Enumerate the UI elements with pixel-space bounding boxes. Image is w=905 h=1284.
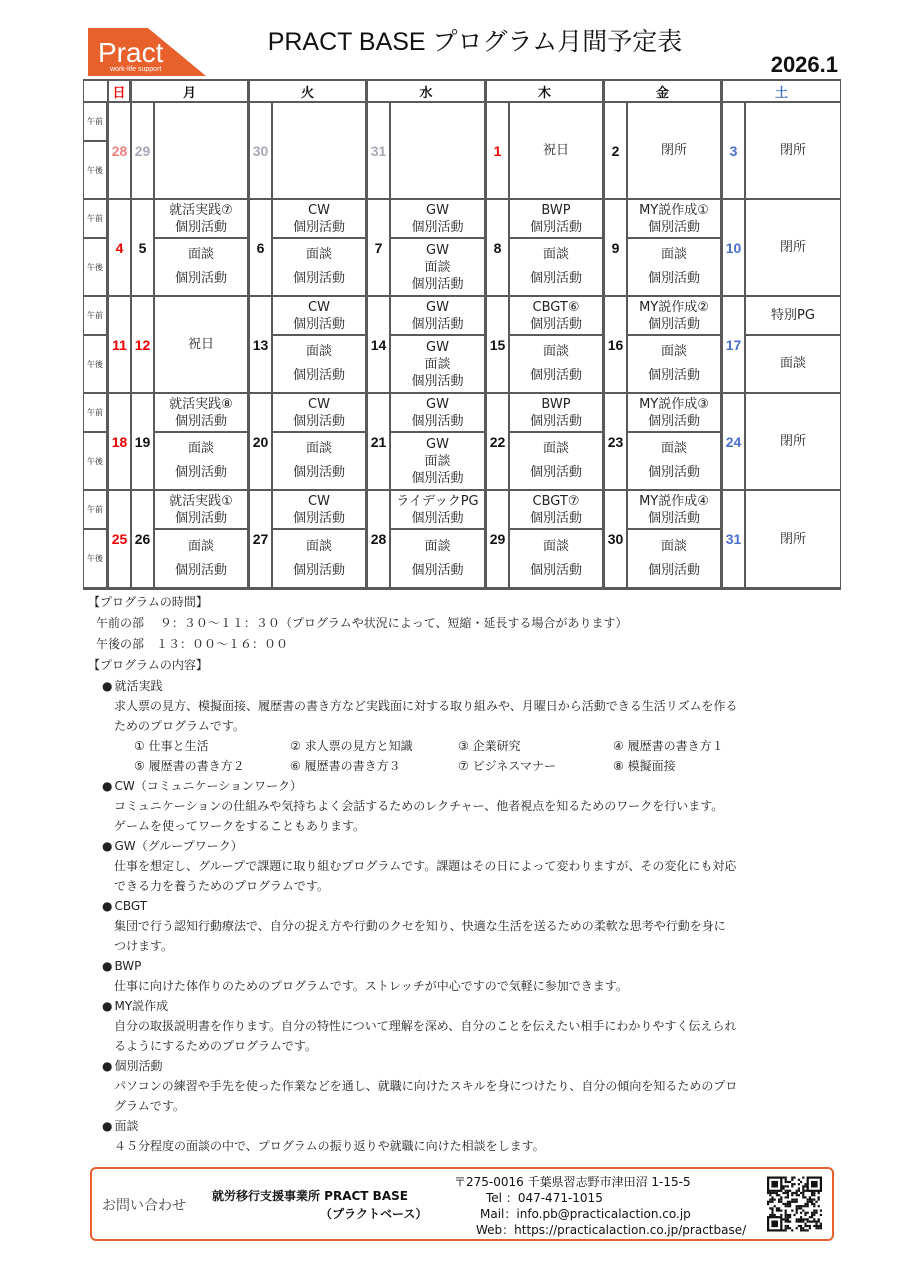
weekday-label: 水	[419, 85, 433, 101]
session-item: ④ 履歴書の書き方１	[613, 739, 724, 753]
pm-label-cell	[84, 142, 106, 198]
schedule-am-tue	[273, 394, 365, 431]
schedule-am-thu	[510, 491, 602, 528]
program-name: 面談	[779, 356, 806, 371]
weekday-label: 土	[774, 85, 788, 101]
program-name: 個別活動	[529, 465, 582, 480]
program-name: 個別活動	[411, 562, 464, 578]
program-name: 個別活動	[174, 271, 227, 286]
day-number-cell	[109, 297, 130, 392]
program-name: 個別活動	[411, 219, 464, 235]
program-name: 個別活動	[647, 465, 700, 480]
schedule-cell-mon	[155, 297, 247, 392]
program-name: GW	[426, 339, 449, 355]
day-number-cell	[132, 297, 153, 392]
schedule-am-sat	[746, 297, 840, 334]
day-number: 15	[489, 336, 506, 353]
am-label-cell	[84, 200, 106, 237]
schedule-pm-fri	[628, 433, 720, 489]
day-number-cell	[250, 394, 271, 489]
schedule-pm-fri	[628, 530, 720, 587]
schedule-pm-tue	[273, 530, 365, 587]
program-name: 個別活動	[647, 271, 700, 286]
program-name: 個別活動	[292, 368, 345, 383]
schedule-am-tue	[273, 297, 365, 334]
day-number: 5	[138, 239, 147, 256]
address: 〒275-0016 千葉県習志野市津田沼 1-15-5	[454, 1175, 691, 1189]
program-name: 個別活動	[529, 510, 582, 526]
day-number: 16	[607, 336, 624, 353]
program-name: 就活実践⑦	[169, 202, 233, 218]
program-bullet: ● CW（コミュニケーションワーク）	[88, 776, 788, 796]
program-description: ゲームを使ってワークをすることもあります。	[114, 819, 366, 833]
program-name: 個別活動	[292, 510, 345, 526]
day-number: 31	[725, 531, 742, 547]
day-number-cell	[250, 297, 271, 392]
program-description: 自分の取扱説明書を作ります。自分の特性について理解を深め、自分のことを伝えたい相手にわかりやすく伝えられ	[114, 1019, 737, 1033]
program-name: MY説作成②	[639, 299, 709, 315]
day-number-cell	[109, 394, 130, 489]
day-number-cell	[605, 103, 626, 198]
schedule-cell-mon	[155, 103, 247, 198]
schedule-am-mon	[155, 200, 247, 237]
schedule-am-thu	[510, 297, 602, 334]
session-list-row	[88, 736, 788, 756]
mail-link[interactable]: Mail：info.pb@practicalaction.co.jp	[480, 1207, 691, 1221]
program-name: 個別活動	[411, 373, 464, 389]
day-number: 3	[729, 142, 738, 159]
program-name: 面談	[305, 344, 332, 359]
day-number-cell	[132, 103, 153, 198]
schedule-text: 閉所	[660, 143, 687, 158]
schedule-pm-wed	[391, 433, 484, 489]
program-name: 特別PG	[771, 308, 815, 323]
program-name: GW	[426, 436, 449, 452]
day-number-cell	[368, 394, 389, 489]
day-number: 6	[256, 239, 265, 256]
program-description: ４５分程度の面談の中で、プログラムの振り返りや就職に向けた相談をします。	[114, 1139, 545, 1153]
day-number-cell	[368, 103, 389, 198]
day-number: 9	[611, 239, 620, 256]
day-number: 18	[111, 433, 128, 450]
day-number-cell	[723, 200, 744, 295]
program-description: るようにするためのプログラムです。	[114, 1039, 317, 1053]
program-name: 面談	[187, 538, 214, 554]
program-bullet: ● 個別活動	[88, 1056, 788, 1076]
weekday-label: 木	[537, 85, 551, 101]
program-name: GW	[426, 396, 449, 412]
pm-label-cell	[84, 433, 106, 489]
day-number-cell	[723, 491, 744, 587]
web-link[interactable]: Web：https://practicalaction.co.jp/practbase/	[476, 1223, 747, 1237]
schedule-pm-fri	[628, 239, 720, 295]
am-label-cell	[84, 297, 106, 334]
calendar-grid	[83, 79, 841, 590]
schedule-cell-sat	[746, 103, 840, 198]
program-name: 個別活動	[411, 316, 464, 332]
program-name: 面談	[660, 247, 687, 262]
schedule-am-thu	[510, 200, 602, 237]
session-list-row	[88, 756, 788, 776]
schedule-am-fri	[628, 491, 720, 528]
program-name: 面談	[424, 259, 451, 275]
program-name: 面談	[542, 344, 569, 359]
program-name: 個別活動	[411, 276, 464, 292]
session-item: ⑦ ビジネスマナー	[458, 759, 556, 773]
program-name: 個別活動	[411, 510, 464, 526]
weekday-header-sat	[723, 81, 840, 101]
program-name: 個別活動	[292, 219, 345, 235]
org-name-kana: （プラクトベース）	[320, 1207, 428, 1221]
day-number-cell	[487, 394, 508, 489]
schedule-pm-thu	[510, 239, 602, 295]
am-label-cell	[84, 491, 106, 528]
schedule-text: 閉所	[779, 143, 806, 158]
program-name: 面談	[660, 344, 687, 359]
schedule-text: 閉所	[779, 240, 806, 255]
program-description: つけます。	[114, 939, 174, 953]
day-number-cell	[723, 394, 744, 489]
day-number: 14	[370, 336, 387, 353]
schedule-am-thu	[510, 394, 602, 431]
schedule-pm-wed	[391, 530, 484, 587]
program-description: できる力を養うためのプログラムです。	[114, 879, 329, 893]
program-description: 集団で行う認知行動療法で、自分の捉え方や行動のクセを知り、快適な生活を送るための柔軟な思考や行動を身に	[114, 919, 726, 933]
schedule-pm-tue	[273, 336, 365, 392]
program-name: 個別活動	[647, 368, 700, 383]
program-name: CW	[308, 202, 330, 218]
program-name: BWP	[541, 396, 571, 412]
schedule-pm-mon	[155, 433, 247, 489]
day-number: 7	[374, 239, 383, 256]
schedule-pm-thu	[510, 530, 602, 587]
schedule-am-tue	[273, 491, 365, 528]
day-number: 30	[252, 142, 269, 159]
day-number: 30	[607, 531, 624, 547]
day-number-cell	[487, 297, 508, 392]
schedule-cell-wed	[391, 103, 484, 198]
program-name: 個別活動	[292, 271, 345, 286]
schedule-pm-tue	[273, 433, 365, 489]
day-number: 31	[370, 142, 387, 159]
schedule-cell-thu	[510, 103, 602, 198]
day-number-cell	[487, 200, 508, 295]
schedule-am-mon	[155, 491, 247, 528]
program-name: 面談	[424, 538, 451, 554]
day-number-cell	[109, 103, 130, 198]
day-number-cell	[605, 200, 626, 295]
session-item: ⑤ 履歴書の書き方２	[134, 759, 245, 773]
am-label: 午前	[87, 408, 103, 417]
page-title: PRACT BASE プログラム月間予定表	[267, 28, 683, 56]
day-number: 28	[370, 531, 387, 547]
program-bullet: ● CBGT	[88, 896, 788, 916]
program-name: 面談	[542, 247, 569, 262]
day-number: 12	[134, 336, 151, 353]
day-number-cell	[109, 200, 130, 295]
program-name: 就活実践⑧	[169, 396, 233, 412]
program-name: 個別活動	[529, 271, 582, 286]
am-label: 午前	[87, 117, 103, 126]
schedule-cell-sat	[746, 200, 840, 295]
schedule-pm-wed	[391, 239, 484, 295]
pm-label: 午後	[87, 456, 103, 466]
day-number: 17	[725, 336, 742, 353]
day-number: 2	[611, 142, 620, 159]
schedule-text: 祝日	[542, 143, 569, 158]
program-description: グラムです。	[114, 1099, 185, 1113]
schedule-text: 閉所	[779, 531, 806, 547]
day-number: 27	[252, 531, 269, 547]
program-name: 個別活動	[411, 470, 464, 486]
day-number-cell	[605, 297, 626, 392]
program-name: CW	[308, 396, 330, 412]
day-number: 26	[134, 531, 151, 547]
program-name: GW	[426, 299, 449, 315]
program-name: 個別活動	[647, 316, 700, 332]
schedule-am-mon	[155, 394, 247, 431]
am-label-cell	[84, 103, 106, 140]
logo-subtitle: work-life support	[110, 66, 162, 73]
program-name: 面談	[187, 441, 214, 456]
program-list	[88, 676, 788, 1156]
pm-label: 午後	[87, 262, 103, 272]
day-number: 25	[111, 531, 128, 547]
am-label-cell	[84, 394, 106, 431]
schedule-am-fri	[628, 394, 720, 431]
program-description: 求人票の見方、模擬面接、履歴書の書き方など実践面に対する取り組みや、月曜日から活動できる生活リズムを作る	[114, 699, 738, 713]
day-number: 19	[134, 433, 151, 450]
program-name: 個別活動	[529, 562, 582, 578]
schedule-pm-sat	[746, 336, 840, 392]
day-number-cell	[723, 297, 744, 392]
program-bullet: ● MY説作成	[88, 996, 788, 1016]
program-description: 仕事に向けた体作りのためのプログラムです。ストレッチが中心ですので気軽に参加できます。	[114, 979, 628, 993]
day-number: 22	[489, 433, 506, 450]
contact-box	[90, 1167, 834, 1241]
program-name: GW	[426, 242, 449, 258]
day-number-cell	[132, 394, 153, 489]
program-name: 個別活動	[529, 368, 582, 383]
day-number: 24	[725, 433, 742, 450]
tel-link[interactable]: Tel ：047-471-1015	[486, 1191, 603, 1205]
program-name: ライデックPG	[396, 493, 479, 509]
day-number-cell	[368, 297, 389, 392]
pm-label: 午後	[87, 165, 103, 175]
schedule-pm-tue	[273, 239, 365, 295]
schedule-am-fri	[628, 200, 720, 237]
program-name: 面談	[424, 453, 451, 469]
program-name: 面談	[305, 538, 332, 554]
day-number: 20	[252, 433, 269, 450]
session-item: ① 仕事と生活	[134, 739, 209, 753]
weekday-label: 日	[112, 85, 126, 101]
weekday-label: 金	[655, 85, 669, 101]
program-name: 個別活動	[647, 510, 700, 526]
header-corner	[84, 81, 107, 101]
schedule-am-wed	[391, 394, 484, 431]
program-description: 仕事を想定し、グループで課題に取り組むプログラムです。課題はその日によって変わりますが、その変化にも対応	[114, 859, 737, 873]
day-number-cell	[487, 491, 508, 587]
pm-label-cell	[84, 530, 106, 587]
schedule-am-wed	[391, 491, 484, 528]
day-number-cell	[368, 200, 389, 295]
schedule-pm-mon	[155, 530, 247, 587]
pract-logo	[88, 28, 206, 76]
am-label: 午前	[87, 214, 103, 223]
program-bullet: ● GW（グループワーク）	[88, 836, 788, 856]
schedule-pm-thu	[510, 336, 602, 392]
program-name: 個別活動	[174, 413, 227, 429]
day-number-cell	[605, 491, 626, 587]
pm-time: 午後の部 １３：００～１６：００	[96, 637, 289, 651]
contact-details	[454, 1174, 746, 1238]
program-name: MY説作成④	[639, 493, 709, 509]
program-description: コミュニケーションの仕組みや気持ちよく会話するためのレクチャー、他者視点を知るためのワークを行います。	[114, 799, 724, 813]
schedule-text: 祝日	[187, 337, 214, 352]
schedule-cell-sat	[746, 394, 840, 489]
day-number-cell	[109, 491, 130, 587]
day-number: 13	[252, 336, 269, 353]
program-name: 面談	[660, 538, 687, 554]
program-bullet: ● 面談	[88, 1116, 788, 1136]
program-name: MY説作成③	[639, 396, 709, 412]
weekday-header-fri	[605, 81, 720, 101]
day-number: 29	[489, 531, 506, 547]
program-name: 面談	[660, 441, 687, 456]
am-label: 午前	[87, 311, 103, 320]
weekday-header-sun	[109, 81, 129, 101]
program-name: 個別活動	[174, 562, 227, 578]
schedule-cell-tue	[273, 103, 365, 198]
day-number: 1	[493, 142, 502, 159]
program-name: BWP	[541, 202, 571, 218]
program-name: 個別活動	[174, 219, 227, 235]
schedule-pm-mon	[155, 239, 247, 295]
day-number-cell	[132, 491, 153, 587]
session-item: ⑧ 模擬面接	[613, 759, 676, 773]
day-number-cell	[487, 103, 508, 198]
day-number: 4	[115, 239, 124, 256]
am-time: 午前の部 ９：３０～１１：３０（プログラムや状況によって、短縮・延長する場合があります）	[96, 616, 628, 630]
program-name: 面談	[305, 441, 332, 456]
schedule-am-wed	[391, 200, 484, 237]
program-name: 面談	[305, 247, 332, 262]
program-name: CW	[308, 299, 330, 315]
schedule-cell-fri	[628, 103, 720, 198]
time-heading: 【プログラムの時間】	[88, 595, 208, 609]
weekday-label: 火	[300, 85, 314, 101]
program-description: パソコンの練習や手先を使った作業などを通し、就職に向けたスキルを身につけたり、自分の傾向を知るためのプロ	[114, 1079, 738, 1093]
day-number: 28	[111, 142, 128, 159]
program-name: 面談	[187, 247, 214, 262]
program-name: 個別活動	[292, 465, 345, 480]
program-name: 個別活動	[529, 413, 582, 429]
program-name: MY説作成①	[639, 202, 709, 218]
qr-code-icon[interactable]	[767, 1176, 822, 1232]
program-name: CW	[308, 493, 330, 509]
weekday-label: 月	[182, 85, 196, 101]
program-name: 個別活動	[292, 413, 345, 429]
program-bullet: ● BWP	[88, 956, 788, 976]
schedule-cell-sat	[746, 491, 840, 587]
day-number-cell	[250, 200, 271, 295]
day-number-cell	[605, 394, 626, 489]
day-number: 8	[493, 239, 502, 256]
day-number-cell	[368, 491, 389, 587]
program-name: 就活実践①	[169, 493, 233, 509]
pm-label: 午後	[87, 554, 103, 563]
weekday-header-wed	[368, 81, 484, 101]
schedule-am-wed	[391, 297, 484, 334]
program-name: 面談	[542, 538, 569, 554]
program-name: 個別活動	[174, 465, 227, 480]
program-bullet: ● 就活実践	[88, 676, 788, 696]
day-number: 10	[725, 239, 742, 256]
program-name: 個別活動	[647, 219, 700, 235]
weekday-header-thu	[487, 81, 602, 101]
logo-text: Pract	[98, 37, 164, 68]
org-name: 就労移行支援事業所 PRACT BASE	[212, 1189, 408, 1203]
schedule-pm-fri	[628, 336, 720, 392]
program-name: 面談	[424, 356, 451, 372]
program-name: 個別活動	[411, 413, 464, 429]
day-number: 29	[134, 142, 151, 159]
inquiry-label: お問い合わせ	[102, 1198, 186, 1214]
day-number-cell	[250, 103, 271, 198]
session-item: ② 求人票の見方と知識	[290, 739, 413, 753]
program-name: 個別活動	[292, 316, 345, 332]
schedule-am-fri	[628, 297, 720, 334]
schedule-pm-thu	[510, 433, 602, 489]
program-name: 個別活動	[174, 510, 227, 526]
day-number-cell	[250, 491, 271, 587]
weekday-header-mon	[132, 81, 247, 101]
program-name: 個別活動	[529, 219, 582, 235]
program-name: 個別活動	[529, 316, 582, 332]
program-name: GW	[426, 202, 449, 218]
program-name: 個別活動	[292, 562, 345, 578]
schedule-am-tue	[273, 200, 365, 237]
program-name: CBGT⑦	[532, 493, 580, 509]
program-name: CBGT⑥	[532, 299, 580, 315]
day-number: 21	[370, 433, 387, 450]
pm-label: 午後	[87, 359, 103, 369]
day-number-cell	[132, 200, 153, 295]
program-name: 個別活動	[647, 562, 700, 578]
session-item: ⑥ 履歴書の書き方３	[290, 759, 401, 773]
schedule-pm-wed	[391, 336, 484, 392]
program-info	[88, 592, 788, 1156]
program-name: 個別活動	[647, 413, 700, 429]
pm-label-cell	[84, 239, 106, 295]
pm-label-cell	[84, 336, 106, 392]
program-name: 面談	[542, 441, 569, 456]
schedule-text: 閉所	[779, 434, 806, 449]
content-heading: 【プログラムの内容】	[88, 658, 208, 672]
year-month: 2026.1	[770, 52, 838, 77]
am-label: 午前	[87, 505, 103, 514]
weekday-header-tue	[250, 81, 365, 101]
day-number: 11	[112, 336, 127, 353]
day-number: 23	[607, 433, 624, 450]
session-item: ③ 企業研究	[458, 739, 521, 753]
day-number-cell	[723, 103, 744, 198]
program-description: ためのプログラムです。	[114, 719, 245, 733]
